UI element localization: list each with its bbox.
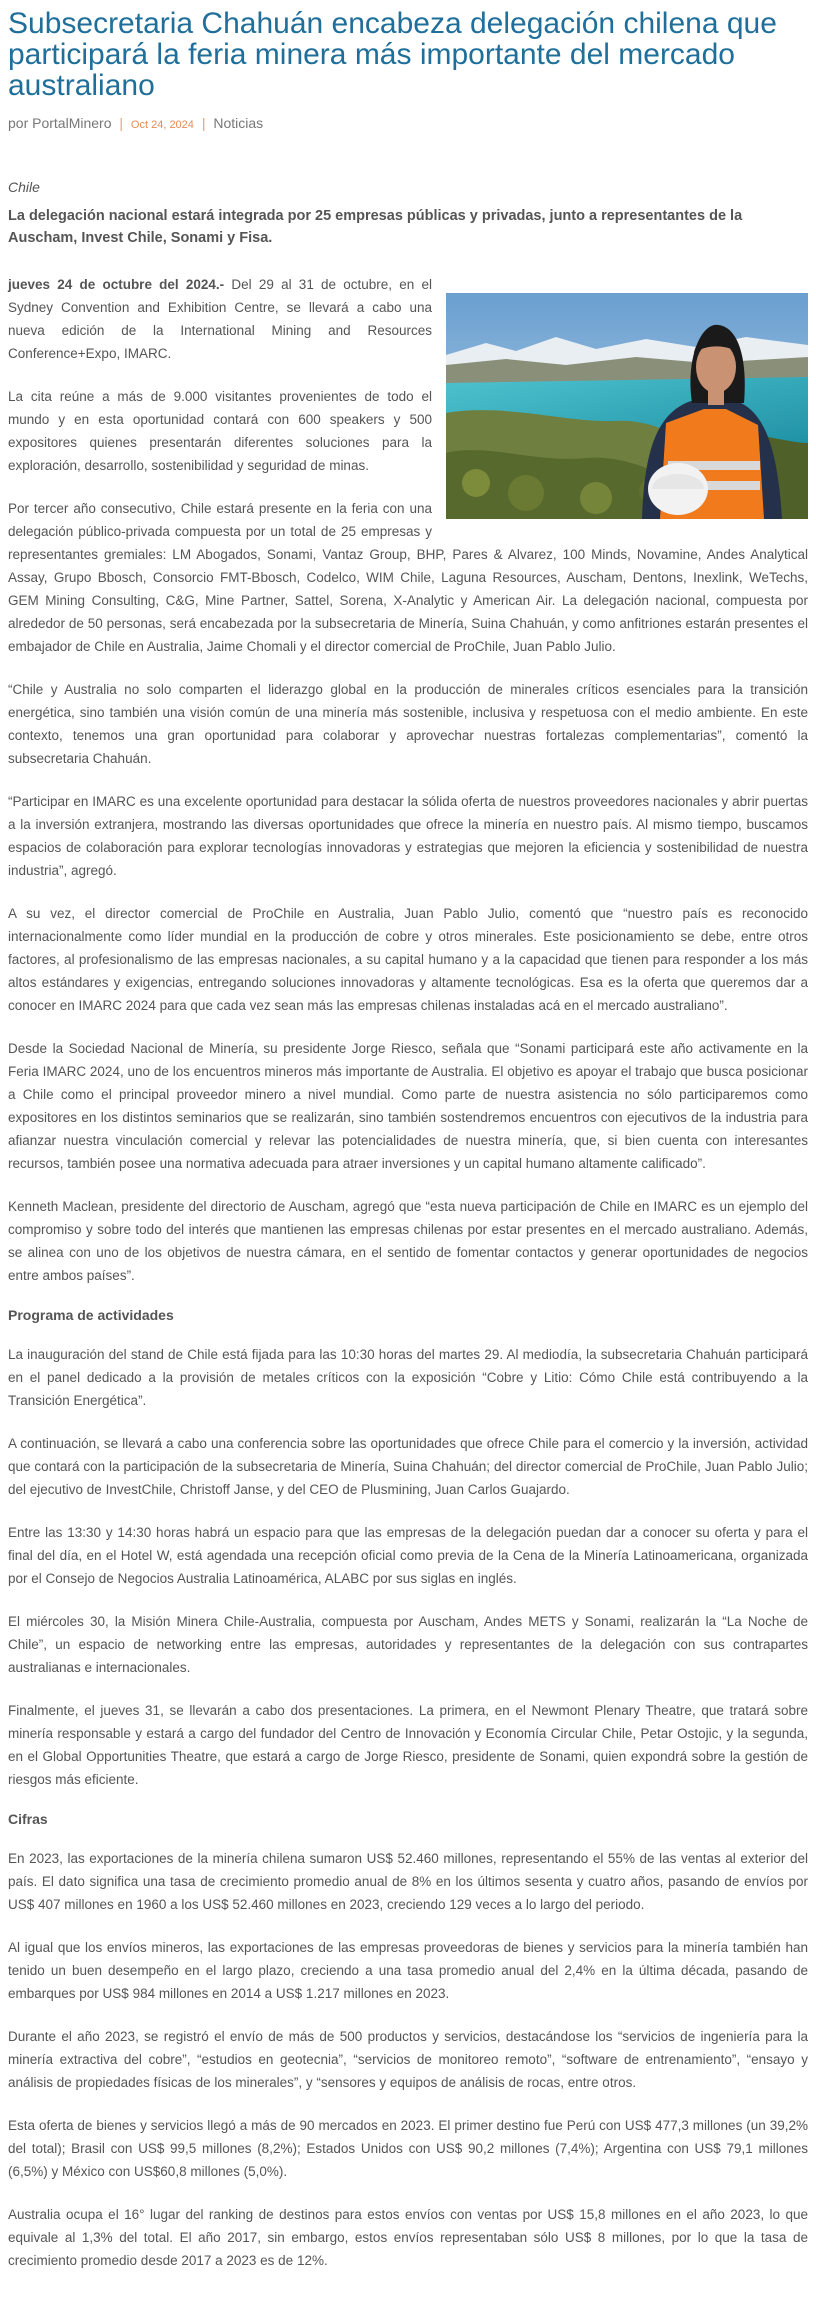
paragraph-11: Entre las 13:30 y 14:30 horas habrá un espacio para que las empresas de la delegación puedan dar a conocer su oferta y para el final del día, en el Hotel W, está agendada una recepción oficial como previa de la Cena de la Minería Latinoamericana, organizada por el Consejo de Negocios Australia Latinoamérica, ALABC por sus siglas en inglés.: [8, 1525, 808, 1586]
paragraph-7: Desde la Sociedad Nacional de Minería, su presidente Jorge Riesco, señala que “Sonami participará este año activamente en la Feria IMARC 2024, uno de los encuentros mineros más importante de Australia. El objetivo es apoyar el trabajo que busca posicionar a Chile como el principal proveedor minero a nivel mundial. Como parte de nuestra asistencia no sólo participaremos como expositores en los distintos seminarios que se realizarán, sino también sostendremos encuentros con ejecutivos de la industria para afianzar nuestra vinculación comercial y relevar las potencialidades de nuestra minería, que, si bien cuenta con interesantes recursos, también posee una normativa adecuada para atraer inversiones y un capital humano altamente calificado”.: [8, 1041, 808, 1171]
paragraph-8: Kenneth Maclean, presidente del directorio de Auscham, agregó que “esta nueva participación de Chile en IMARC es un ejemplo del compromiso y sobre todo del interés que mantienen las empresas chilenas por estar presentes en el mercado australiano. Además, se alinea con uno de los objetivos de nuestra cámara, en el sentido de fomentar contactos y generar oportunidades de negocios entre ambos países”.: [8, 1199, 808, 1283]
author-link[interactable]: PortalMinero: [32, 115, 112, 131]
paragraph-18: Australia ocupa el 16° lugar del ranking de destinos para estos envíos con ventas por US$ 15,8 millones en el año 2023, lo que equivale al 1,3% del total. El año 2017, sin embargo, estos envíos representaban sólo US$ 8 millones, por lo que la tasa de crecimiento promedio desde 2017 a 2023 es de 12%.: [8, 2207, 808, 2268]
dateline: jueves 24 de octubre del 2024.-: [8, 277, 225, 292]
paragraph-12: El miércoles 30, la Misión Minera Chile-Australia, compuesta por Auscham, Andes METS y Sonami, realizarán la “La Noche de Chile”, un espacio de networking entre las empresas, autoridades y representantes de la delegación con sus contrapartes australianas e internacionales.: [8, 1614, 808, 1675]
article-kicker: Chile: [8, 179, 40, 195]
paragraph-13: Finalmente, el jueves 31, se llevarán a cabo dos presentaciones. La primera, en el Newmont Plenary Theatre, que tratará sobre minería responsable y estará a cargo del fundador del Centro de Innovación y Economía Circular Chile, Petar Ostojic, y la segunda, en el Global Opportunities Theatre, que estará a cargo de Jorge Riesco, presidente de Sonami, quien expondrá sobre la gestión de riesgos más eficiente.: [8, 1703, 808, 1787]
category-link[interactable]: Noticias: [213, 115, 264, 131]
paragraph-15: Al igual que los envíos mineros, las exportaciones de las empresas proveedoras de bienes y servicios para la minería también han tenido un buen desempeño en el largo plazo, creciendo a una tasa promedio anual del 2,4% en la última década, pasando de embarques por US$ 984 millones en 2014 a US$ 1.217 millones en 2023.: [8, 1940, 808, 2001]
paragraph-14: En 2023, las exportaciones de la minería chilena sumaron US$ 52.460 millones, representando el 55% de las ventas al exterior del país. El dato significa una tasa de crecimiento promedio anual de 8% en los últimos sesenta y cuatro años, pasando de envíos por US$ 407 millones en 1960 a los US$ 52.460 millones en 2023, creciendo 129 veces a lo largo del periodo.: [8, 1851, 808, 1912]
section-heading-cifras: Cifras: [8, 1811, 48, 1827]
paragraph-3: Por tercer año consecutivo, Chile estará presente en la feria con una delegación público-privada compuesta por un total de 25 empresas y representantes gremiales: LM Abogados, Sonami, Vantaz Group, BHP, Pares & Alvarez, 100 Minds, Novamine, Andes Analytical Assay, Grupo Bbosch, Consorcio FMT-Bbosch, Codelco, WIM Chile, Laguna Resources, Auscham, Dentons, Inexlink, WeTechs, GEM Mining Consulting, C&G, Mine Partner, Sattel, Sorena, X-Analytic y American Air. La delegación nacional, compuesta por alrededor de 50 personas, será encabezada por la subsecretaria de Minería, Suina Chahuán, y como anfitriones estarán presentes el embajador de Chile en Australia, Jaime Chomali y el director comercial de ProChile, Juan Pablo Julio.: [8, 501, 808, 654]
byline-prefix: por: [8, 115, 29, 131]
section-heading-programa: Programa de actividades: [8, 1307, 174, 1323]
paragraph-9: La inauguración del stand de Chile está fijada para las 10:30 horas del martes 29. Al mediodía, la subsecretaria Chahuán participará en el panel dedicado a la provisión de metales críticos con la exposición “Cobre y Litio: Cómo Chile está contribuyendo a la Transición Energética”.: [8, 1347, 808, 1408]
meta-separator: |: [119, 115, 124, 131]
article-meta: [8, 115, 808, 131]
paragraph-1-text: Del 29 al 31 de octubre, en el Sydney Convention and Exhibition Centre, se llevará a cabo una nueva edición de la International Mining and Resources Conference+Expo, IMARC.: [8, 277, 433, 361]
paragraph-5: “Participar en IMARC es una excelente oportunidad para destacar la sólida oferta de nuestros proveedores nacionales y abrir puertas a la inversión extranjera, mostrando las diversas oportunidades que ofrece la minería en nuestro país. Al mismo tiempo, buscamos espacios de colaboración para explorar tecnologías innovadoras y estrategias que mejoren la eficiencia y sostenibilidad de nuestra industria”, agregó.: [8, 794, 808, 878]
photo-illustration: [446, 293, 808, 519]
paragraph-10: A continuación, se llevará a cabo una conferencia sobre las oportunidades que ofrece Chile para el comercio y la inversión, actividad que contará con la participación de la subsecretaria de Minería, Suina Chahuán; del director comercial de ProChile, Juan Pablo Julio; del ejecutivo de InvestChile, Christoff Janse, y del CEO de Plusmining, Juan Carlos Guajardo.: [8, 1436, 808, 1497]
article-photo: [446, 293, 808, 519]
meta-separator: |: [201, 115, 206, 131]
article-lead: La delegación nacional estará integrada por 25 empresas públicas y privadas, junto a representantes de la Auscham, Invest Chile, Sonami y Fisa.: [8, 208, 743, 246]
article-title: Subsecretaria Chahuán encabeza delegación chilena que participará la feria minera más importante del mercado australiano: [8, 7, 777, 102]
paragraph-17: Esta oferta de bienes y servicios llegó a más de 90 mercados en 2023. El primer destino fue Perú con US$ 477,3 millones (un 39,2% del total); Brasil con US$ 99,5 millones (8,2%); Estados Unidos con US$ 90,2 millones (7,4%); Argentina con US$ 79,1 millones (6,5%) y México con US$60,8 millones (5,0%).: [8, 2118, 808, 2179]
paragraph-6: A su vez, el director comercial de ProChile en Australia, Juan Pablo Julio, comentó que “nuestro país es reconocido internacionalmente como líder mundial en la producción de cobre y otros minerales. Este posicionamiento se debe, entre otros factores, al profesionalismo de las empresas nacionales, a su capital humano y a la capacidad que tienen para responder a los más altos estándares y exigencias, entregando soluciones innovadoras y altamente tecnológicas. Esa es la oferta que queremos dar a conocer en IMARC 2024 para que cada vez sean más las empresas chilenas instaladas acá en el mercado australiano”.: [8, 906, 808, 1013]
paragraph-16: Durante el año 2023, se registró el envío de más de 500 productos y servicios, destacándose los “servicios de ingeniería para la minería extractiva del cobre”, “estudios en geotecnia”, “servicios de monitoreo remoto”, “software de entrenamiento”, “ensayo y análisis de propiedades físicas de los minerales”, y “sensores y equipos de análisis de rocas, entre otros.: [8, 2029, 808, 2090]
paragraph-4: “Chile y Australia no solo comparten el liderazgo global en la producción de minerales críticos esenciales para la transición energética, sino también una visión común de una minería más sostenible, inclusiva y respetuosa con el medio ambiente. En este contexto, tenemos una gran oportunidad para colaborar y aprovechar nuestras fortalezas complementarias”, comentó la subsecretaria Chahuán.: [8, 682, 808, 766]
publish-date: Oct 24, 2024: [130, 119, 194, 131]
paragraph-2: La cita reúne a más de 9.000 visitantes provenientes de todo el mundo y en esta oportunidad contará con 600 speakers y 500 expositores quienes presentarán diferentes soluciones para la exploración, desarrollo, sostenibilidad y seguridad de minas.: [8, 389, 432, 473]
